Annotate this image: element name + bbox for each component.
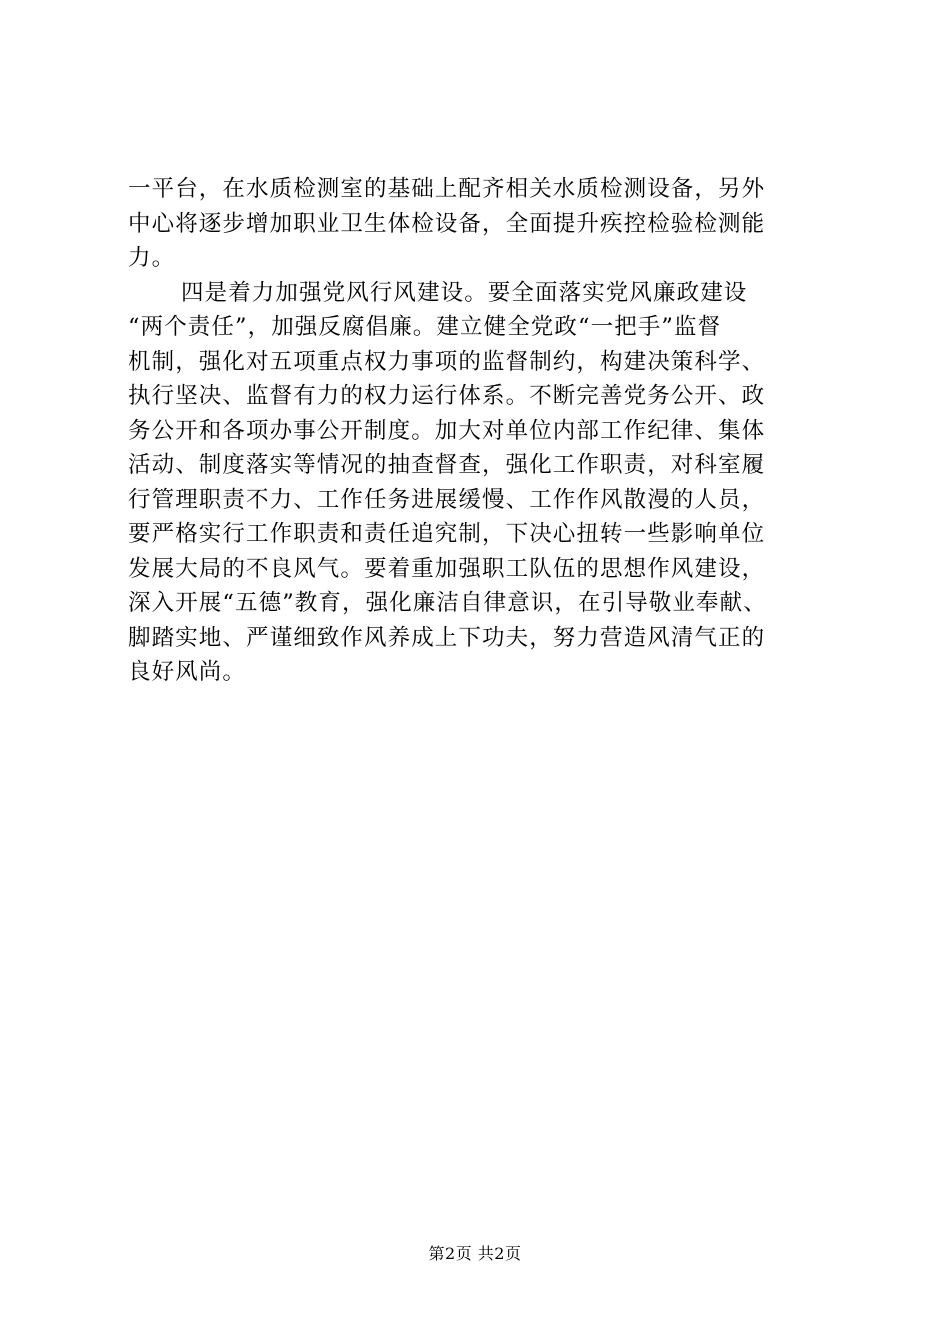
text-line: 机制，强化对五项重点权力事项的监督制约，构建决策科学、 bbox=[128, 348, 766, 375]
text-line: 良好风尚。 bbox=[128, 659, 247, 685]
body-text bbox=[128, 172, 840, 690]
text-line: 脚踏实地、严谨细致作风养成上下功夫，努力营造风清气正的 bbox=[128, 624, 766, 651]
text-line: 发展大局的不良风气。要着重加强职工队伍的思想作风建设， bbox=[128, 555, 766, 582]
text-line: 务公开和各项办事公开制度。加大对单位内部工作纪律、集体 bbox=[128, 417, 766, 444]
text-line: 中心将逐步增加职业卫生体检设备，全面提升疾控检验检测能 bbox=[128, 210, 766, 237]
paragraph-start-line: 四是着力加强党风行风建设。要全面落实党风廉政建设 bbox=[181, 279, 748, 306]
text-line: 要严格实行工作职责和责任追究制，下决心扭转一些影响单位 bbox=[128, 521, 766, 547]
text-line: 深入开展“五德”教育，强化廉洁自律意识，在引导敬业奉献、 bbox=[128, 590, 767, 616]
text-line: 活动、制度落实等情况的抽查督查，强化工作职责，对科室履 bbox=[128, 452, 766, 478]
text-line: 行管理职责不力、工作任务进展缓慢、工作作风散漫的人员， bbox=[128, 486, 766, 513]
text-line: 执行坚决、监督有力的权力运行体系。不断完善党务公开、政 bbox=[128, 383, 766, 409]
text-line: “两个责任”，加强反腐倡廉。建立健全党政“一把手”监督 bbox=[128, 314, 722, 340]
page-number-footer: 第2页 共2页 bbox=[428, 1244, 522, 1263]
text-line: 一平台，在水质检测室的基础上配齐相关水质检测设备，另外 bbox=[128, 176, 766, 202]
text-line: 力。 bbox=[128, 245, 176, 271]
